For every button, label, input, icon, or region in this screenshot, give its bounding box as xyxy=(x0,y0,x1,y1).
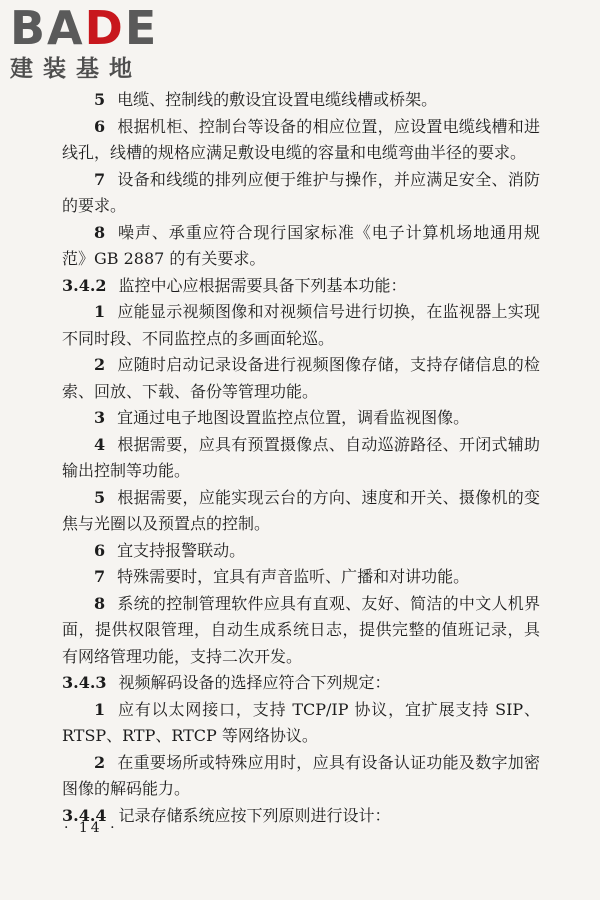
list-item-paragraph xyxy=(62,750,540,803)
paragraph-text: 根据需要，应能实现云台的方向、速度和开关、摄像机的变焦与光圈以及预置点的控制。 xyxy=(62,487,540,533)
logo-letter-accent: D xyxy=(84,1,125,55)
logo-wordmark xyxy=(10,2,158,54)
list-item-paragraph xyxy=(62,167,540,220)
item-number: 5 xyxy=(94,90,106,109)
paragraph-text: 系统的控制管理软件应具有直观、友好、简洁的中文人机界面，提供权限管理，自动生成系统日志，提供完整的值班记录，具有网络管理功能，支持二次开发。 xyxy=(62,593,540,666)
list-item-paragraph xyxy=(62,591,540,671)
item-number: 6 xyxy=(94,116,106,136)
item-number: 7 xyxy=(94,169,106,189)
item-number: 4 xyxy=(94,434,106,454)
item-number: 6 xyxy=(94,540,106,560)
item-number: 2 xyxy=(94,355,106,374)
paragraph-text: 噪声、承重应符合现行国家标准《电子计算机场地通用规范》GB 2887 的有关要求。 xyxy=(62,222,540,268)
paragraph-text: 应有以太网接口，支持 TCP/IP 协议，宜扩展支持 SIP、RTSP、RTP、RTCP 等网络协议。 xyxy=(62,699,540,745)
paragraph-text: 根据机柜、控制台等设备的相应位置，应设置电缆线槽和进线孔，线槽的规格应满足敷设电缆的容量和电缆弯曲半径的要求。 xyxy=(62,116,540,162)
logo-letters-prefix: BA xyxy=(10,1,85,55)
paragraph-text: 监控中心应根据需要具备下列基本功能： xyxy=(118,275,407,295)
clause-number: 3.4.2 xyxy=(62,275,107,295)
list-item-paragraph xyxy=(62,538,540,565)
document-body xyxy=(62,87,540,829)
clause-paragraph xyxy=(62,670,540,697)
paragraph-text: 电缆、控制线的敷设宜设置电缆线槽或桥架。 xyxy=(117,90,438,109)
item-number: 7 xyxy=(94,567,106,586)
item-number: 8 xyxy=(94,593,106,613)
item-number: 5 xyxy=(94,487,106,507)
item-number: 8 xyxy=(94,222,106,242)
page-number: · 14 · xyxy=(64,820,118,836)
paragraph-text: 记录存储系统应按下列原则进行设计： xyxy=(118,805,391,825)
list-item-paragraph xyxy=(62,220,540,273)
list-item-paragraph xyxy=(62,87,540,114)
item-number: 3 xyxy=(94,408,106,427)
list-item-paragraph xyxy=(62,564,540,591)
list-item-paragraph xyxy=(62,352,540,405)
paragraph-text: 在重要场所或特殊应用时，应具有设备认证功能及数字加密图像的解码能力。 xyxy=(62,752,540,798)
paragraph-text: 应能显示视频图像和对视频信号进行切换，在监视器上实现不同时段、不同监控点的多画面轮巡。 xyxy=(62,302,540,348)
item-number: 2 xyxy=(94,752,106,772)
list-item-paragraph xyxy=(62,485,540,538)
clause-paragraph xyxy=(62,273,540,300)
brand-logo xyxy=(10,2,185,84)
paragraph-text: 宜通过电子地图设置监控点位置，调看监视图像。 xyxy=(117,408,470,427)
list-item-paragraph xyxy=(62,114,540,167)
logo-letters-suffix: E xyxy=(124,1,159,55)
clause-number: 3.4.3 xyxy=(62,673,107,692)
list-item-paragraph xyxy=(62,299,540,352)
clause-number: 3.4.4 xyxy=(62,805,107,825)
logo-subtitle: 建装基地 xyxy=(10,56,142,82)
list-item-paragraph xyxy=(62,432,540,485)
item-number: 1 xyxy=(94,302,106,321)
paragraph-text: 视频解码设备的选择应符合下列规定： xyxy=(118,673,391,692)
item-number: 1 xyxy=(94,699,106,719)
paragraph-text: 根据需要，应具有预置摄像点、自动巡游路径、开闭式辅助输出控制等功能。 xyxy=(62,434,540,480)
clause-paragraph xyxy=(62,803,540,830)
paragraph-text: 应随时启动记录设备进行视频图像存储，支持存储信息的检索、回放、下载、备份等管理功能。 xyxy=(62,355,540,401)
list-item-paragraph xyxy=(62,697,540,750)
list-item-paragraph xyxy=(62,405,540,432)
paragraph-text: 宜支持报警联动。 xyxy=(117,540,246,560)
paragraph-text: 设备和线缆的排列应便于维护与操作，并应满足安全、消防的要求。 xyxy=(62,169,540,215)
paragraph-text: 特殊需要时，宜具有声音监听、广播和对讲功能。 xyxy=(117,567,470,586)
